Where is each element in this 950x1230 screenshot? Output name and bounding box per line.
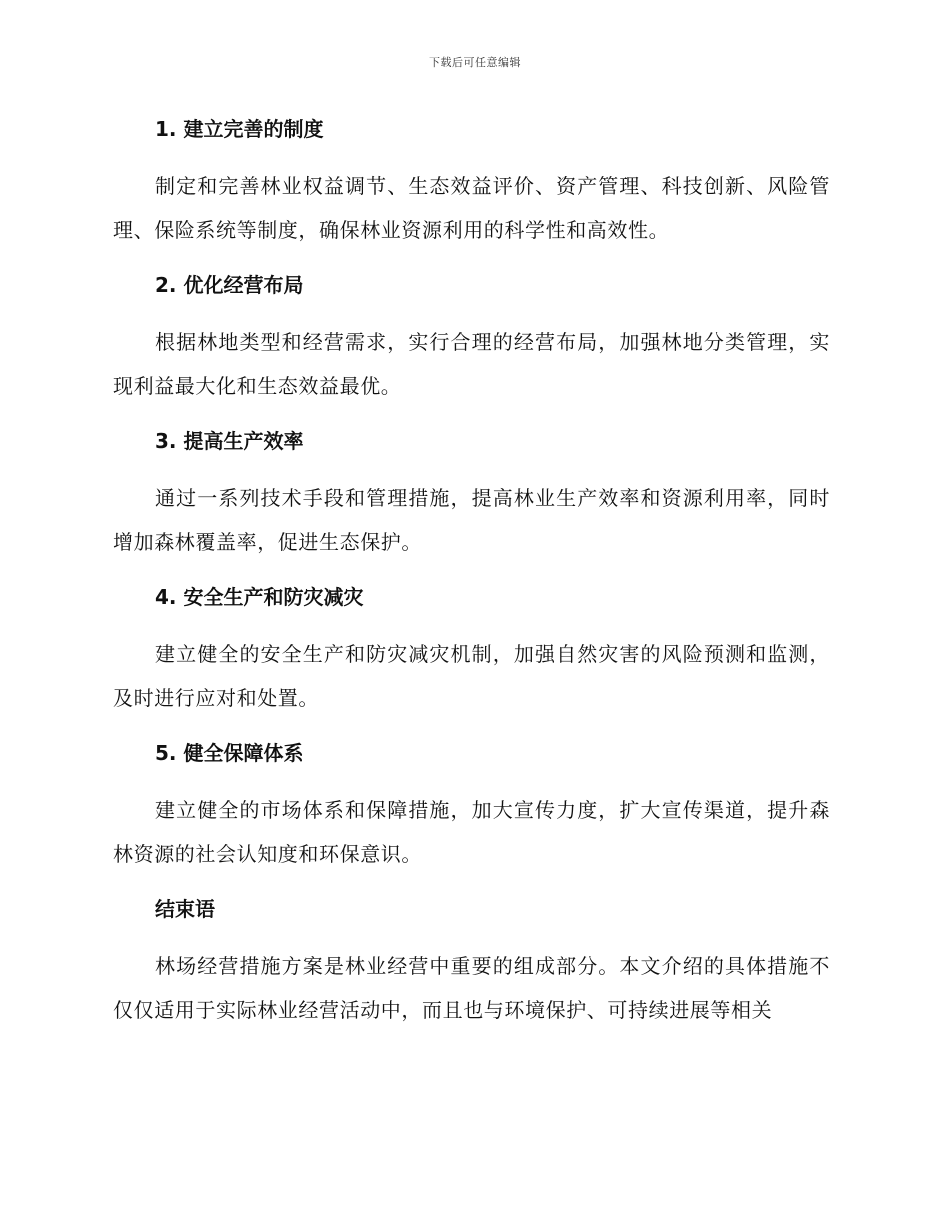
section-paragraph: 制定和完善林业权益调节、生态效益评价、资产管理、科技创新、风险管理、保险系统等制度，确保林业资源利用的科学性和高效性。 — [113, 174, 830, 242]
section-heading: 1. 建立完善的制度 — [155, 117, 324, 141]
section-heading: 2. 优化经营布局 — [155, 273, 304, 297]
section-paragraph: 建立健全的市场体系和保障措施，加大宣传力度，扩大宣传渠道，提升森林资源的社会认知度和环保意识。 — [113, 798, 830, 866]
section-heading: 5. 健全保障体系 — [155, 741, 304, 765]
conclusion-heading: 结束语 — [155, 897, 215, 921]
section-paragraph: 根据林地类型和经营需求，实行合理的经营布局，加强林地分类管理，实现利益最大化和生态效益最优。 — [113, 330, 830, 398]
document-content — [113, 112, 830, 1048]
section-paragraph: 建立健全的安全生产和防灾减灾机制，加强自然灾害的风险预测和监测，及时进行应对和处置。 — [113, 642, 830, 710]
conclusion-paragraph: 林场经营措施方案是林业经营中重要的组成部分。本文介绍的具体措施不仅仅适用于实际林业经营活动中，而且也与环境保护、可持续进展等相关 — [113, 954, 830, 1022]
page-header-note: 下载后可任意编辑 — [429, 56, 521, 69]
section-paragraph: 通过一系列技术手段和管理措施，提高林业生产效率和资源利用率，同时增加森林覆盖率，促进生态保护。 — [113, 486, 830, 554]
section-heading: 3. 提高生产效率 — [155, 429, 304, 453]
section-heading: 4. 安全生产和防灾减灾 — [155, 585, 364, 609]
